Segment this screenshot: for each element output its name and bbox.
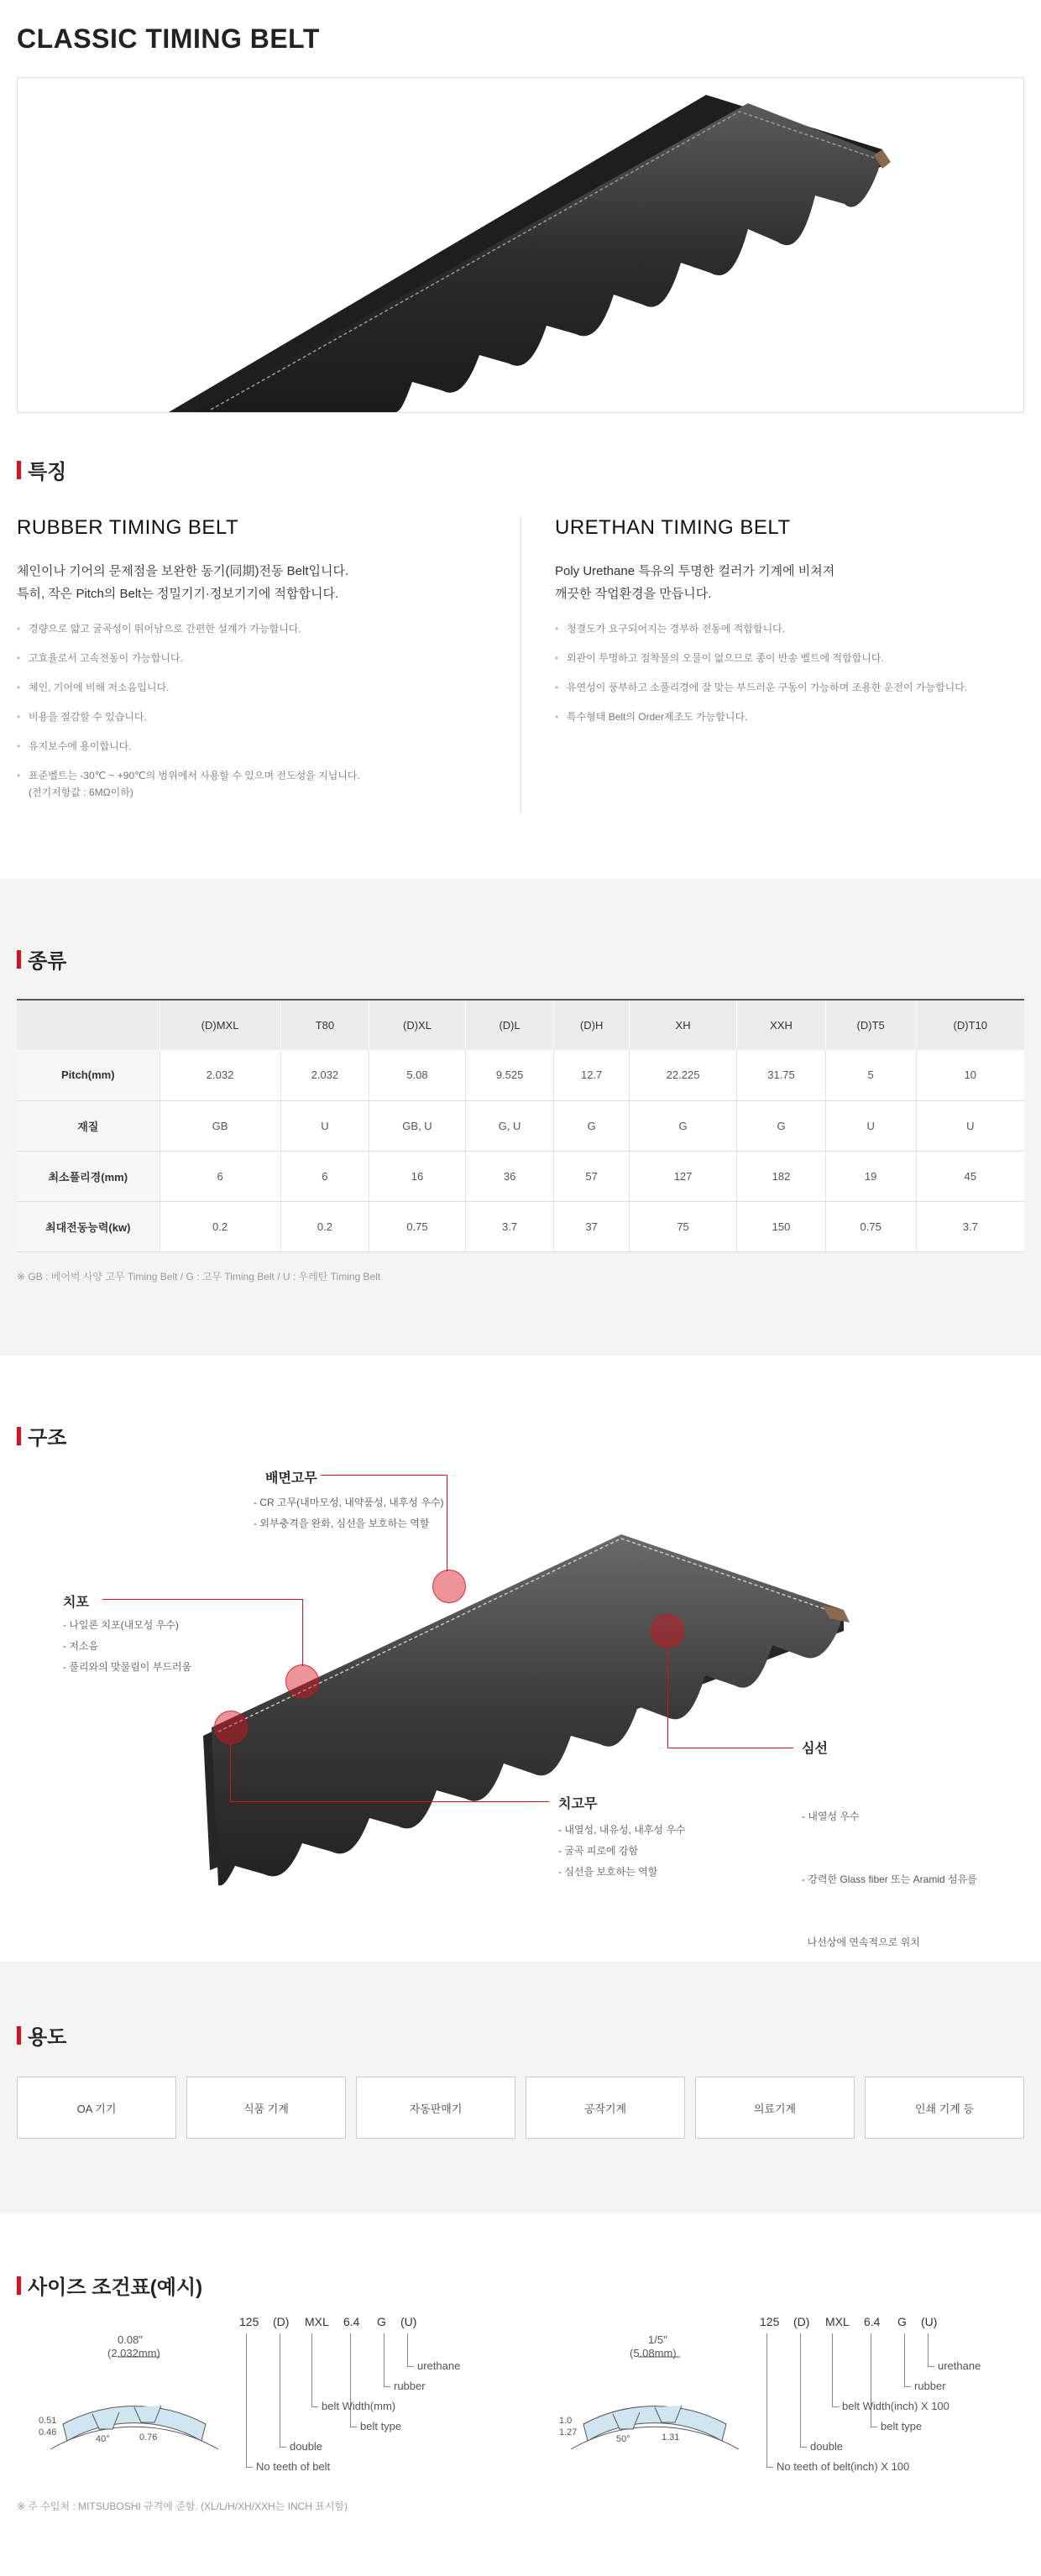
code-connector xyxy=(280,2333,286,2448)
code-connector xyxy=(350,2333,357,2427)
code-label: rubber xyxy=(394,2380,426,2392)
table-cell: 3.7 xyxy=(916,1201,1024,1251)
rubber-belt-lead xyxy=(17,560,504,605)
table-cell: 10 xyxy=(916,1050,1024,1100)
table-cell: GB, U xyxy=(369,1100,466,1151)
list-item: • 외관이 투명하고 점착물의 오물이 없으므로 종이 반송 벨트에 적합합니다. xyxy=(555,650,1007,666)
cloth-title: 치포 xyxy=(63,1596,89,1610)
list-item: • 비용을 절감할 수 있습니다. xyxy=(17,708,504,725)
table-cell: 31.75 xyxy=(737,1050,826,1100)
code-connector xyxy=(832,2333,839,2407)
hotspot-back-rubber[interactable] xyxy=(432,1570,466,1603)
code-label: double xyxy=(810,2440,844,2453)
code-connector xyxy=(407,2333,414,2367)
callout-line xyxy=(321,1475,447,1476)
list-item-text: 표준벨트는 -30℃ ~ +90℃의 범위에서 사용할 수 있으며 전도성을 지닙니다. xyxy=(29,770,360,781)
urethan-belt-lead xyxy=(555,560,1007,605)
usage-item: 식품 기계 xyxy=(186,2077,346,2139)
table-cell: 127 xyxy=(629,1151,736,1201)
table-cell: 0.2 xyxy=(280,1201,369,1251)
usage-item: 인쇄 기계 등 xyxy=(865,2077,1024,2139)
hero-image xyxy=(17,77,1024,413)
table-row xyxy=(17,1201,1024,1251)
tooth-rubber-list xyxy=(558,1820,686,1883)
table-header: XH xyxy=(629,1000,736,1050)
urethan-belt-title: URETHAN TIMING BELT xyxy=(555,516,791,539)
tooth-rubber-title: 치고무 xyxy=(558,1797,598,1811)
rubber-lead-line: 체인이나 기어의 문제점을 보완한 동기(同期)전동 Belt입니다. xyxy=(17,564,349,578)
table-header: (D)H xyxy=(554,1000,630,1050)
table-header: (D)MXL xyxy=(160,1000,280,1050)
list-item: • 고효율로서 고속전동이 가능합니다. xyxy=(17,650,504,666)
list-item xyxy=(17,767,504,801)
table-cell: G, U xyxy=(465,1100,554,1151)
code-connector xyxy=(766,2333,773,2468)
row-header: 최소풀리경(mm) xyxy=(17,1151,160,1201)
code-token: 6.4 xyxy=(864,2315,881,2328)
table-row xyxy=(17,1100,1024,1151)
code-label: belt Width(mm) xyxy=(322,2400,396,2412)
table-header-row xyxy=(17,1000,1024,1050)
usage-item: OA 기기 xyxy=(17,2077,176,2139)
usage-item: 공작기계 xyxy=(526,2077,685,2139)
table-cell: G xyxy=(737,1100,826,1151)
list-item: - 외부충격을 완화, 심선을 보호하는 역할 xyxy=(254,1518,430,1529)
dim-label: 1.0 xyxy=(559,2416,573,2426)
list-item: • 체인, 기어에 비해 저소음입니다. xyxy=(17,679,504,696)
urethan-lead-line: Poly Urethane 특유의 투명한 컬러가 기계에 비쳐져 xyxy=(555,564,835,578)
table-cell: 182 xyxy=(737,1151,826,1201)
row-header: Pitch(mm) xyxy=(17,1050,160,1100)
table-cell: 6 xyxy=(160,1151,280,1201)
table-cell: 9.525 xyxy=(465,1050,554,1100)
table-cell: U xyxy=(825,1100,916,1151)
table-header: (D)T5 xyxy=(825,1000,916,1050)
table-cell: 5.08 xyxy=(369,1050,466,1100)
list-item: - 굴곡 피로에 강함 xyxy=(558,1845,639,1857)
code-connector xyxy=(904,2333,911,2387)
rubber-lead-line: 특히, 작은 Pitch의 Belt는 정밀기기·정보기기에 적합합니다. xyxy=(17,587,339,601)
dim-label: 0.51 xyxy=(39,2416,57,2426)
code-connector xyxy=(246,2333,253,2468)
rubber-feature-list xyxy=(17,620,504,801)
callout-line xyxy=(102,1599,302,1600)
dim-label: 0.76 xyxy=(139,2432,158,2443)
code-label: urethane xyxy=(938,2359,981,2372)
types-heading xyxy=(17,944,1024,974)
table-cell: U xyxy=(280,1100,369,1151)
back-rubber-list xyxy=(254,1492,444,1534)
table-cell: 75 xyxy=(629,1201,736,1251)
table-cell: G xyxy=(554,1100,630,1151)
table-cell: 6 xyxy=(280,1151,369,1201)
dim-label: 50° xyxy=(616,2434,630,2444)
list-item: 나선상에 연속적으로 위치 xyxy=(802,1936,920,1948)
size-heading-text: 사이즈 조건표(예시) xyxy=(28,2276,203,2299)
code-token: G xyxy=(897,2315,907,2328)
types-section xyxy=(0,879,1041,1356)
right-size-code xyxy=(760,2315,1037,2483)
urethan-lead-line: 깨끗한 작업환경을 만듭니다. xyxy=(555,587,712,601)
left-size-code xyxy=(239,2315,516,2483)
list-item: - CR 고무(내마모성, 내약품성, 내후성 우수) xyxy=(254,1497,444,1508)
hotspot-cloth[interactable] xyxy=(285,1664,319,1698)
dim-label: 0.08" xyxy=(118,2333,143,2346)
types-note: ※ GB : 베어벅 사양 고무 Timing Belt / G : 고무 Timing Belt / U : 우레탄 Timing Belt xyxy=(17,1270,381,1283)
table-cell: 2.032 xyxy=(280,1050,369,1100)
code-connector xyxy=(871,2333,877,2427)
code-connector xyxy=(800,2333,807,2448)
dim-label: (2.032mm) xyxy=(107,2347,160,2359)
code-token: 125 xyxy=(239,2315,259,2328)
code-token: 125 xyxy=(760,2315,780,2328)
usage-grid xyxy=(17,2077,1024,2139)
table-cell: 2.032 xyxy=(160,1050,280,1100)
dim-label: (5.08mm) xyxy=(630,2347,677,2359)
code-label: No teeth of belt xyxy=(256,2460,331,2473)
code-label: urethane xyxy=(417,2359,461,2372)
dim-label: 40° xyxy=(96,2434,110,2444)
table-header: XXH xyxy=(737,1000,826,1050)
table-cell: 45 xyxy=(916,1151,1024,1201)
code-label: rubber xyxy=(914,2380,946,2392)
callout-line xyxy=(667,1648,668,1748)
table-header: (D)T10 xyxy=(916,1000,1024,1050)
callout-line xyxy=(230,1801,549,1802)
size-section xyxy=(17,2213,1024,2516)
types-heading-text: 종류 xyxy=(28,950,67,973)
table-header xyxy=(17,1000,160,1050)
core-title: 심선 xyxy=(802,1742,828,1756)
table-cell: G xyxy=(629,1100,736,1151)
list-item: • 유연성이 풍부하고 소풀리경에 잘 맞는 부드러운 구동이 가능하며 조용한 운전이 가능합니다. xyxy=(555,679,1007,696)
code-token: (D) xyxy=(793,2315,810,2328)
usage-heading xyxy=(17,2020,1024,2050)
table-cell: 37 xyxy=(554,1201,630,1251)
table-cell: 16 xyxy=(369,1151,466,1201)
size-heading xyxy=(17,2270,1024,2300)
hotspot-core[interactable] xyxy=(651,1614,684,1648)
table-cell: GB xyxy=(160,1100,280,1151)
table-cell: 3.7 xyxy=(465,1201,554,1251)
code-connector xyxy=(311,2333,318,2407)
urethan-feature-list xyxy=(555,620,1007,725)
row-header: 재질 xyxy=(17,1100,160,1151)
code-label: No teeth of belt(inch) X 100 xyxy=(777,2460,910,2473)
code-label: belt Width(inch) X 100 xyxy=(842,2400,949,2412)
back-rubber-title: 배면고무 xyxy=(265,1471,317,1486)
list-item: - 저소음 xyxy=(63,1640,99,1652)
table-header: (D)L xyxy=(465,1000,554,1050)
list-item: - 심선을 보호하는 역할 xyxy=(558,1866,658,1878)
code-label: belt type xyxy=(881,2420,923,2432)
dim-label: 0.46 xyxy=(39,2427,57,2438)
table-cell: 150 xyxy=(737,1201,826,1251)
rubber-belt-column xyxy=(17,516,520,813)
table-cell: 5 xyxy=(825,1050,916,1100)
timing-belt-image xyxy=(18,78,1023,412)
code-token: 6.4 xyxy=(343,2315,360,2328)
code-token: (U) xyxy=(921,2315,938,2328)
structure-heading-text: 구조 xyxy=(28,1427,67,1450)
table-cell: 0.2 xyxy=(160,1201,280,1251)
code-connector xyxy=(928,2333,934,2367)
code-token: G xyxy=(377,2315,386,2328)
table-cell: 36 xyxy=(465,1151,554,1201)
urethan-belt-column xyxy=(520,516,1024,813)
list-item: • 청결도가 요구되어지는 경부하 전동에 적합합니다. xyxy=(555,620,1007,637)
usage-item: 의료기계 xyxy=(695,2077,855,2139)
structure-diagram xyxy=(17,1450,1024,1971)
hotspot-tooth-rubber[interactable] xyxy=(214,1711,248,1744)
page-title: CLASSIC TIMING BELT xyxy=(17,24,320,54)
rubber-belt-title: RUBBER TIMING BELT xyxy=(17,516,239,539)
table-row xyxy=(17,1050,1024,1100)
table-cell: U xyxy=(916,1100,1024,1151)
code-label: belt type xyxy=(360,2420,402,2432)
table-cell: 57 xyxy=(554,1151,630,1201)
list-item: - 나일론 치포(내모성 우수) xyxy=(63,1619,179,1631)
code-label: double xyxy=(290,2440,323,2453)
table-cell: 19 xyxy=(825,1151,916,1201)
usage-section xyxy=(0,1962,1041,2213)
list-item: - 내열성, 내유성, 내후성 우수 xyxy=(558,1824,686,1836)
dim-label: 1.31 xyxy=(662,2432,680,2443)
usage-heading-text: 용도 xyxy=(28,2026,67,2049)
code-connector xyxy=(384,2333,390,2387)
callout-line xyxy=(302,1599,303,1666)
features-heading xyxy=(17,455,1024,484)
list-item-sub: (전기저항값 : 6MΩ이하) xyxy=(29,786,133,798)
dim-label: 1.27 xyxy=(559,2427,578,2438)
belt-types-table xyxy=(17,999,1024,1252)
table-cell: 22.225 xyxy=(629,1050,736,1100)
list-item: • 유지보수에 용이합니다. xyxy=(17,738,504,755)
list-item: • 경량으로 얇고 굴곡성이 뛰어남으로 간편한 설계가 가능합니다. xyxy=(17,620,504,637)
table-header: T80 xyxy=(280,1000,369,1050)
dim-label: 1/5" xyxy=(648,2333,667,2346)
features-heading-text: 특징 xyxy=(28,461,67,483)
callout-line xyxy=(230,1744,231,1801)
structure-section xyxy=(17,1356,1024,1962)
cloth-list xyxy=(63,1615,191,1678)
table-header: (D)XL xyxy=(369,1000,466,1050)
list-item: - 강력한 Glass fiber 또는 Aramid 섬유를 xyxy=(802,1873,977,1885)
table-row xyxy=(17,1151,1024,1201)
size-note: ※ 주 수입처 : MITSUBOSHI 규격에 준함. (XL/L/H/XH/XXH는 INCH 표시함) xyxy=(17,2500,348,2512)
structure-heading xyxy=(17,1421,1024,1450)
code-token: (D) xyxy=(273,2315,290,2328)
table-cell: 0.75 xyxy=(369,1201,466,1251)
list-item: • 특수형태 Belt의 Order제조도 가능합니다. xyxy=(555,708,1007,725)
code-token: (U) xyxy=(400,2315,417,2328)
code-token: MXL xyxy=(305,2315,329,2328)
hero-section xyxy=(17,0,1024,413)
list-item: - 내열성 우수 xyxy=(802,1811,860,1822)
core-list xyxy=(802,1764,977,1995)
list-item: - 풀리와의 맞물림이 부드러움 xyxy=(63,1661,192,1673)
usage-item: 자동판매기 xyxy=(356,2077,515,2139)
row-header: 최대전동능력(kw) xyxy=(17,1201,160,1251)
table-cell: 12.7 xyxy=(554,1050,630,1100)
features-section xyxy=(17,413,1024,879)
code-token: MXL xyxy=(825,2315,850,2328)
table-cell: 0.75 xyxy=(825,1201,916,1251)
